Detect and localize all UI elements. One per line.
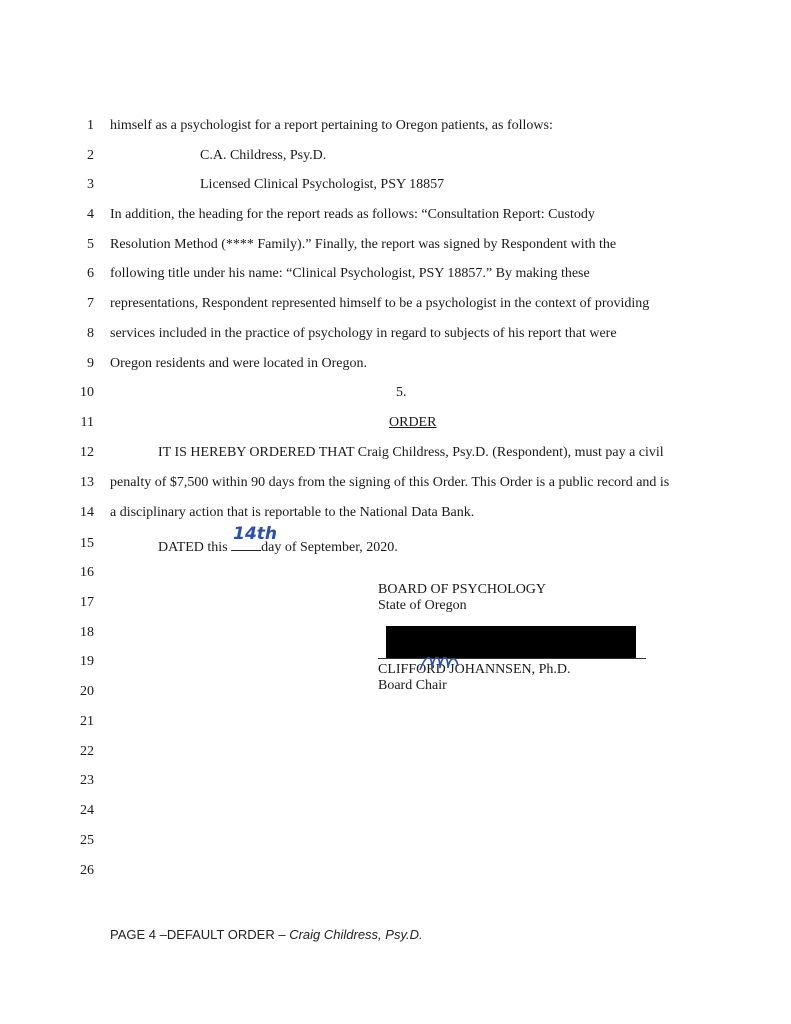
footer-prefix: PAGE 4 –DEFAULT ORDER – [110, 927, 286, 942]
dated-suffix: day of September, 2020. [261, 540, 398, 555]
line-number: 23 [80, 773, 94, 788]
signer-name: CLIFFORD JOHANNSEN, Ph.D. [378, 662, 571, 677]
line-number: 12 [80, 445, 94, 460]
line-number: 9 [87, 356, 94, 371]
page-footer [110, 927, 423, 942]
line-number: 20 [80, 684, 94, 699]
line-number: 22 [80, 744, 94, 759]
line-number: 8 [87, 326, 94, 341]
dated-day-blank [231, 524, 278, 551]
order-heading: ORDER [389, 415, 437, 430]
line-number: 25 [80, 833, 94, 848]
footer-name: Craig Childress, Psy.D. [289, 927, 423, 942]
body-line-7: representations, Respondent represented himself to be a psychologist in the context of providing [110, 296, 650, 311]
line-number: 13 [80, 475, 94, 490]
line-number: 1 [87, 118, 94, 133]
line-number: 3 [87, 177, 94, 192]
line-number: 18 [80, 625, 94, 640]
signer-title: Board Chair [378, 678, 447, 693]
body-line-3: Licensed Clinical Psychologist, PSY 18857 [200, 177, 445, 192]
line-number: 6 [87, 266, 94, 281]
body-line-1: himself as a psychologist for a report pertaining to Oregon patients, as follows: [110, 118, 553, 133]
signature-scribble [418, 648, 462, 678]
section-number: 5. [396, 385, 407, 400]
body-line-12: IT IS HEREBY ORDERED THAT Craig Childress, Psy.D. (Respondent), must pay a civil [158, 445, 664, 460]
line-number: 17 [80, 595, 94, 610]
line-number: 24 [80, 803, 94, 818]
body-line-5: Resolution Method (**** Family).” Finally, the report was signed by Respondent with the [110, 237, 617, 252]
line-number: 15 [80, 536, 94, 551]
handwritten-day: 14th [233, 524, 278, 544]
body-line-6: following title under his name: “Clinical Psychologist, PSY 18857.” By making these [110, 266, 590, 281]
line-number: 26 [80, 863, 94, 878]
line-number: 19 [80, 654, 94, 669]
line-number: 4 [87, 207, 94, 222]
dated-prefix: DATED this [158, 540, 228, 555]
body-line-14: a disciplinary action that is reportable to the National Data Bank. [110, 505, 475, 520]
body-line-13: penalty of $7,500 within 90 days from the signing of this Order. This Order is a public record and is [110, 475, 670, 490]
board-state: State of Oregon [378, 598, 467, 613]
line-number: 21 [80, 714, 94, 729]
body-line-2: C.A. Childress, Psy.D. [200, 148, 327, 163]
board-name: BOARD OF PSYCHOLOGY [378, 582, 547, 597]
line-number: 14 [80, 505, 94, 520]
line-number: 2 [87, 148, 94, 163]
line-number: 11 [80, 415, 94, 430]
body-line-4: In addition, the heading for the report reads as follows: “Consultation Report: Custody [110, 207, 595, 222]
line-number: 7 [87, 296, 94, 311]
body-line-8: services included in the practice of psychology in regard to subjects of his report that were [110, 326, 617, 341]
line-number: 16 [80, 565, 94, 580]
line-number: 10 [80, 385, 94, 400]
body-line-9: Oregon residents and were located in Oregon. [110, 356, 367, 371]
line-number: 5 [87, 237, 94, 252]
dated-line [158, 524, 398, 556]
